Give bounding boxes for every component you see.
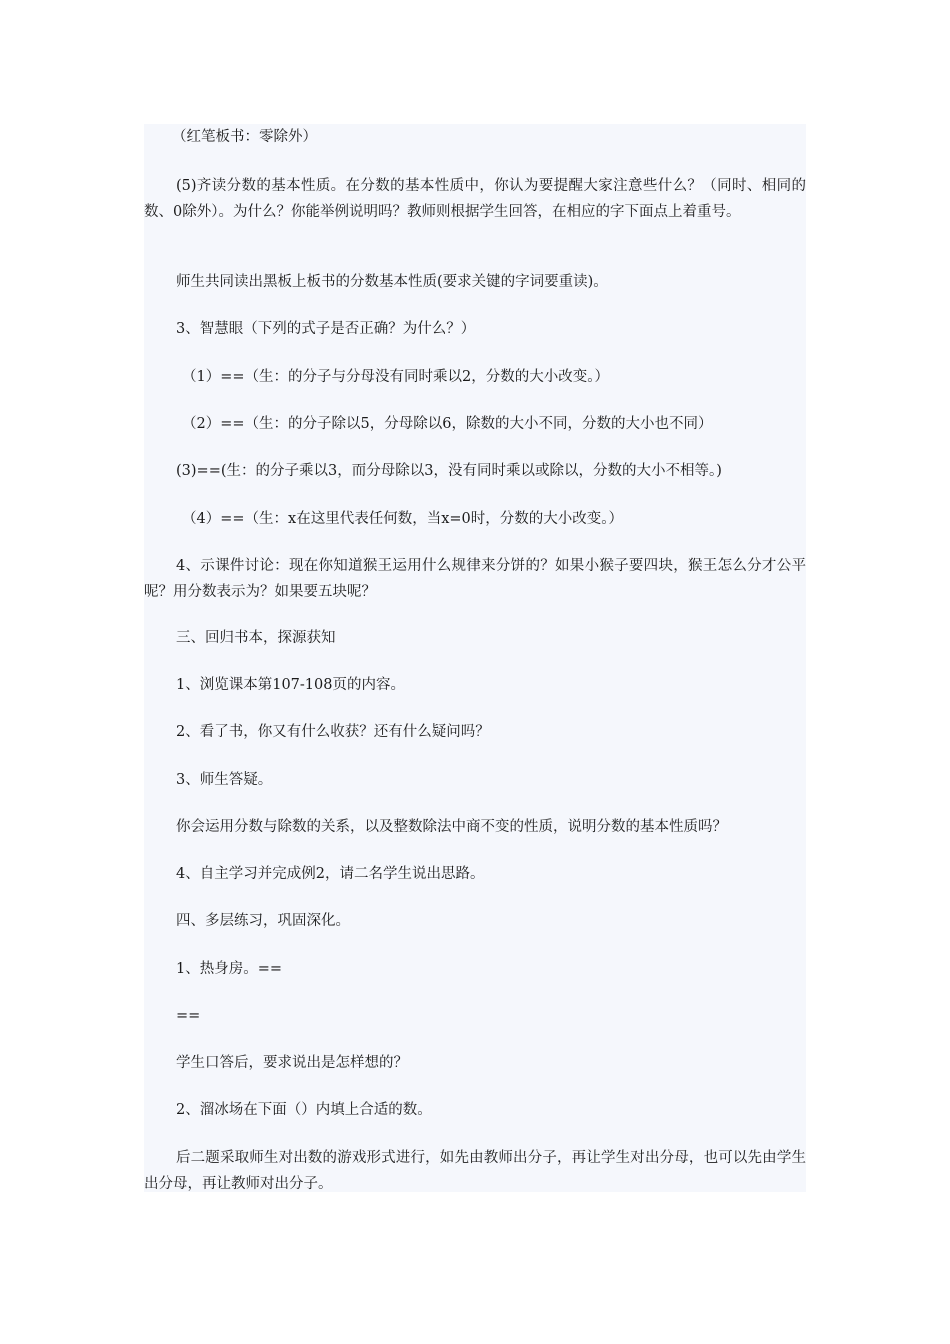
paragraph: 后二题采取师生对出数的游戏形式进行，如先由教师出分子，再让学生对出分母，也可以先由学生出分母，再让教师对出分子。 xyxy=(144,1150,806,1192)
paragraph: 师生共同读出黑板上板书的分数基本性质(要求关键的字词要重读)。 xyxy=(176,274,608,290)
paragraph: 4、示课件讨论：现在你知道猴王运用什么规律来分饼的？如果小猴子要四块，猴王怎么分才公平呢？用分数表示为？如果要五块呢？ xyxy=(144,558,806,600)
paragraph: 学生口答后，要求说出是怎样想的？ xyxy=(176,1055,408,1071)
paragraph: == xyxy=(176,1008,201,1024)
paragraph: 2、看了书，你又有什么收获？还有什么疑问吗？ xyxy=(176,724,490,740)
paragraph: 2、溜冰场在下面（）内填上合适的数。 xyxy=(176,1102,432,1118)
paragraph: (5)齐读分数的基本性质。在分数的基本性质中，你认为要提醒大家注意些什么？（同时、相同的数、0除外）。为什么？你能举例说明吗？教师则根据学生回答，在相应的字下面点上着重号。 xyxy=(144,178,806,220)
paragraph: 3、师生答疑。 xyxy=(176,772,273,788)
paragraph: （红笔板书：零除外） xyxy=(172,129,317,145)
paragraph: 四、多层练习，巩固深化。 xyxy=(176,913,350,929)
paragraph: （4）==（生：x在这里代表任何数，当x=0时，分数的大小改变。） xyxy=(182,511,624,527)
paragraph: 你会运用分数与除数的关系，以及整数除法中商不变的性质，说明分数的基本性质吗？ xyxy=(176,819,727,835)
paragraph: 三、回归书本，探源获知 xyxy=(176,630,336,646)
paragraph: (3)==(生：的分子乘以3，而分母除以3，没有同时乘以或除以，分数的大小不相等。) xyxy=(176,463,722,479)
paragraph: （2）==（生：的分子除以5，分母除以6，除数的大小不同，分数的大小也不同） xyxy=(182,416,713,432)
paragraph: （1）==（生：的分子与分母没有同时乘以2，分数的大小改变。） xyxy=(182,369,609,385)
paragraph: 1、热身房。== xyxy=(176,961,283,977)
paragraph: 3、智慧眼（下列的式子是否正确？为什么？） xyxy=(176,321,476,337)
paragraph: 1、浏览课本第107-108页的内容。 xyxy=(176,677,405,693)
paragraph: 4、自主学习并完成例2，请二名学生说出思路。 xyxy=(176,866,485,882)
